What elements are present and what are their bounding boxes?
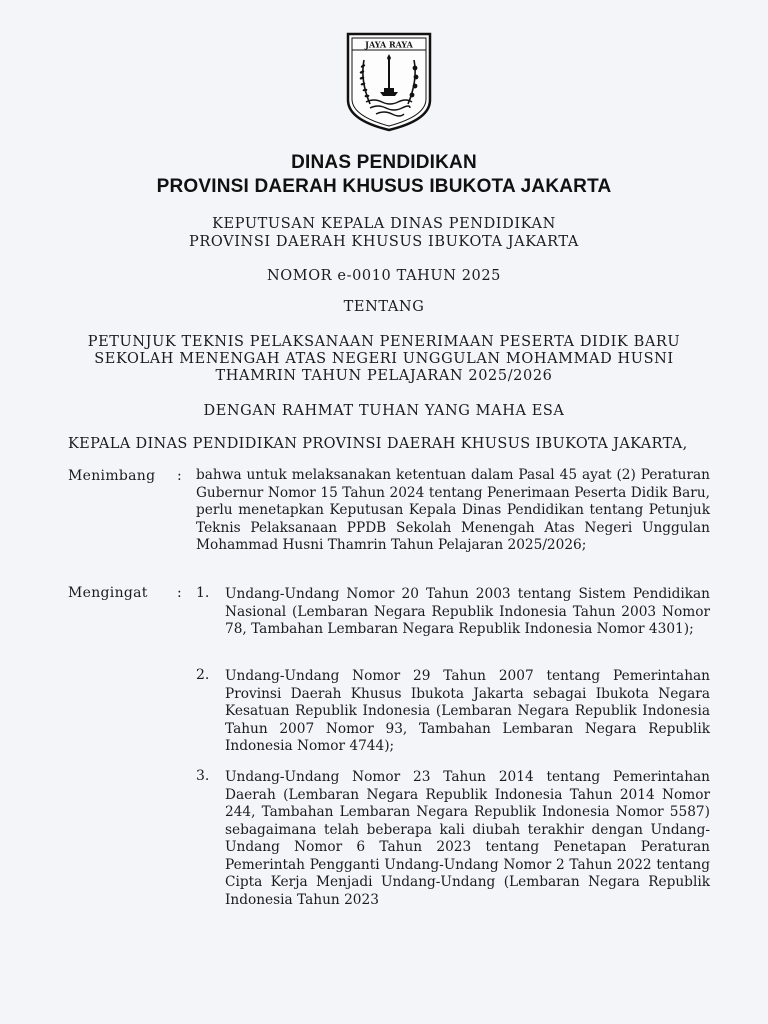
- mengingat-item-number: 1.: [196, 585, 210, 601]
- mengingat-item-text: Undang-Undang Nomor 23 Tahun 2014 tentang Pemerintahan Daerah (Lembaran Negara Republik Indonesia Tahun 2014 Nomor 244, Tambahan Lembaran Negara Republik Indonesia Nomor 5587) sebagaimana telah beberapa kali diubah terakhir dengan Undang-Undang Nomor 6 Tahun 2023 tentang Penetapan Peraturan Pemerintah Pengganti Undang-Undang Nomor 2 Tahun 2022 tentang Cipta Kerja Menjadi Undang-Undang (Lembaran Negara Republik Indonesia Tahun 2023: [225, 769, 710, 908]
- agency-name-line2: PROVINSI DAERAH KHUSUS IBUKOTA JAKARTA: [156, 176, 612, 197]
- agency-name-line1: DINAS PENDIDIKAN: [291, 152, 477, 173]
- svg-text:JAYA RAYA: JAYA RAYA: [365, 39, 413, 50]
- jakarta-coat-of-arms-logo: [344, 30, 434, 132]
- decree-number: NOMOR e-0010 TAHUN 2025: [266, 268, 502, 284]
- menimbang-text: bahwa untuk melaksanakan ketentuan dalam Pasal 45 ayat (2) Peraturan Gubernur Nomor 15 Tahun 2024 tentang Penerimaan Peserta Didik Baru, perlu menetapkan Keputusan Kepala Dinas Pendidikan tentang Petunjuk Teknis Pelaksanaan PPDB Sekolah Menengah Atas Negeri Unggulan Mohammad Husni Thamrin Tahun Pelajaran 2025/2026;: [196, 467, 710, 553]
- decree-title-line2: PROVINSI DAERAH KHUSUS IBUKOTA JAKARTA: [189, 234, 579, 250]
- decree-subject-line2: SEKOLAH MENENGAH ATAS NEGERI UNGGULAN MOHAMMAD HUSNI: [94, 351, 674, 367]
- decree-title-line1: KEPUTUSAN KEPALA DINAS PENDIDIKAN: [212, 216, 556, 232]
- menimbang-colon: :: [177, 468, 182, 484]
- mengingat-colon: :: [177, 585, 182, 601]
- mengingat-item-text: Undang-Undang Nomor 29 Tahun 2007 tentang Pemerintahan Provinsi Daerah Khusus Ibukota Jakarta sebagai Ibukota Negara Kesatuan Republik Indonesia (Lembaran Negara Republik Indonesia Tahun 2007 Nomor 93, Tambahan Lembaran Negara Republik Indonesia Nomor 4744);: [225, 668, 710, 754]
- decree-subject-line1: PETUNJUK TEKNIS PELAKSANAAN PENERIMAAN PESERTA DIDIK BARU: [87, 334, 681, 350]
- menimbang-label: Menimbang: [68, 468, 156, 484]
- decree-about: TENTANG: [343, 299, 425, 315]
- mengingat-item-text: Undang-Undang Nomor 20 Tahun 2003 tentang Sistem Pendidikan Nasional (Lembaran Negara Republik Indonesia Tahun 2003 Nomor 78, Tambahan Lembaran Negara Republik Indonesia Nomor 4301);: [225, 586, 710, 637]
- decree-subject-line3: THAMRIN TAHUN PELAJARAN 2025/2026: [215, 368, 553, 384]
- mengingat-item-number: 2.: [196, 667, 210, 683]
- mengingat-label: Mengingat: [68, 585, 148, 601]
- decree-invocation: DENGAN RAHMAT TUHAN YANG MAHA ESA: [203, 403, 565, 419]
- decree-authority: KEPALA DINAS PENDIDIKAN PROVINSI DAERAH KHUSUS IBUKOTA JAKARTA,: [68, 436, 688, 452]
- mengingat-item-number: 3.: [196, 768, 210, 784]
